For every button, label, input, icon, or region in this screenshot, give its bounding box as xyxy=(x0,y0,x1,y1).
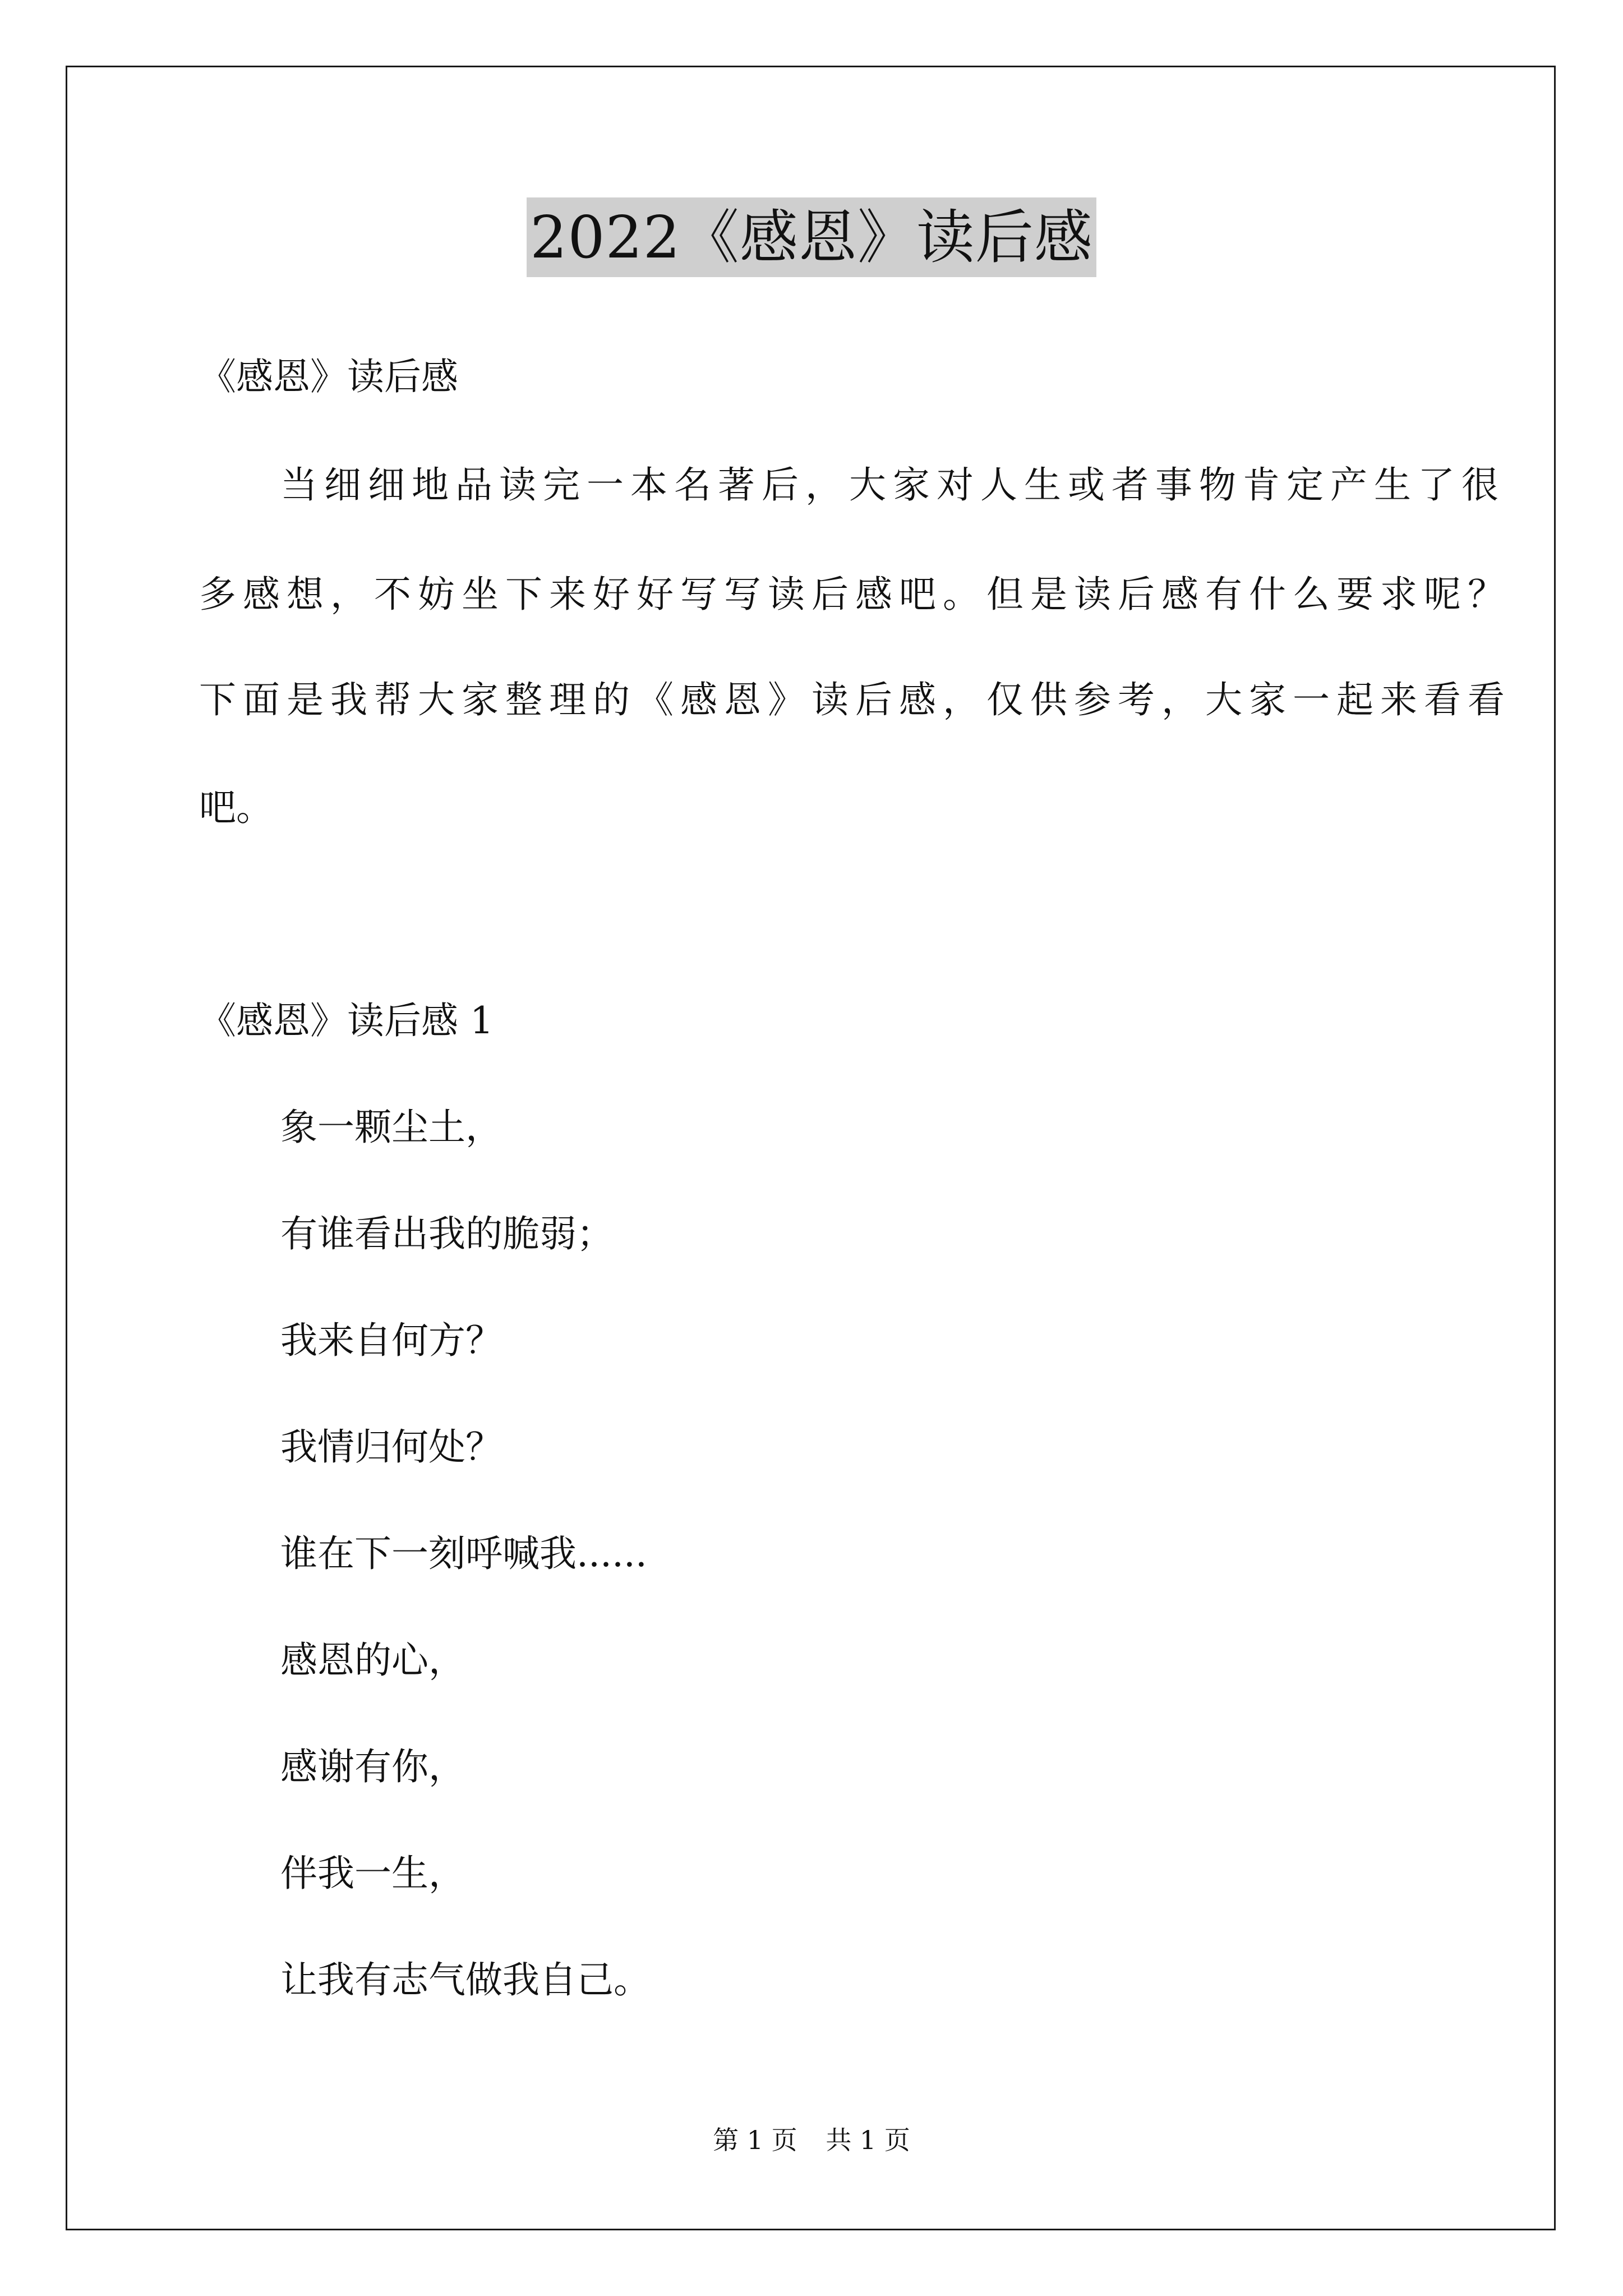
poem-line: 伴我一生， xyxy=(280,1852,465,1895)
document-title-wrap xyxy=(0,197,1623,277)
document-title: 2022《感恩》读后感 xyxy=(527,197,1096,277)
poem-line: 感谢有你， xyxy=(280,1745,465,1788)
poem-line: 感恩的心， xyxy=(280,1639,465,1682)
intro-paragraph-line: 当细细地品读完一本名著后，大家对人生或者事物肯定产生了很 xyxy=(280,463,1505,507)
page-footer xyxy=(0,2123,1623,2157)
intro-paragraph-line: 多感想，不妨坐下来好好写写读后感吧。但是读后感有什么要求呢？ xyxy=(199,573,1511,616)
intro-paragraph-line: 吧。 xyxy=(199,786,273,829)
poem-line: 象一颗尘土， xyxy=(280,1106,502,1149)
poem-line: 让我有志气做我自己。 xyxy=(280,1958,651,2001)
poem-line: 有谁看出我的脆弱； xyxy=(280,1212,614,1255)
section-heading: 《感恩》读后感 1 xyxy=(199,999,494,1042)
poem-line: 我情归何处？ xyxy=(280,1425,502,1469)
page-number-current: 第 1 页 xyxy=(713,2125,797,2155)
poem-line: 我来自何方？ xyxy=(280,1319,502,1362)
intro-heading: 《感恩》读后感 xyxy=(199,355,458,398)
poem-line: 谁在下一刻呼喊我...... xyxy=(280,1532,647,1575)
intro-paragraph-line: 下面是我帮大家整理的《感恩》读后感，仅供参考，大家一起来看看 xyxy=(199,678,1511,721)
page-number-total: 共 1 页 xyxy=(826,2125,910,2155)
